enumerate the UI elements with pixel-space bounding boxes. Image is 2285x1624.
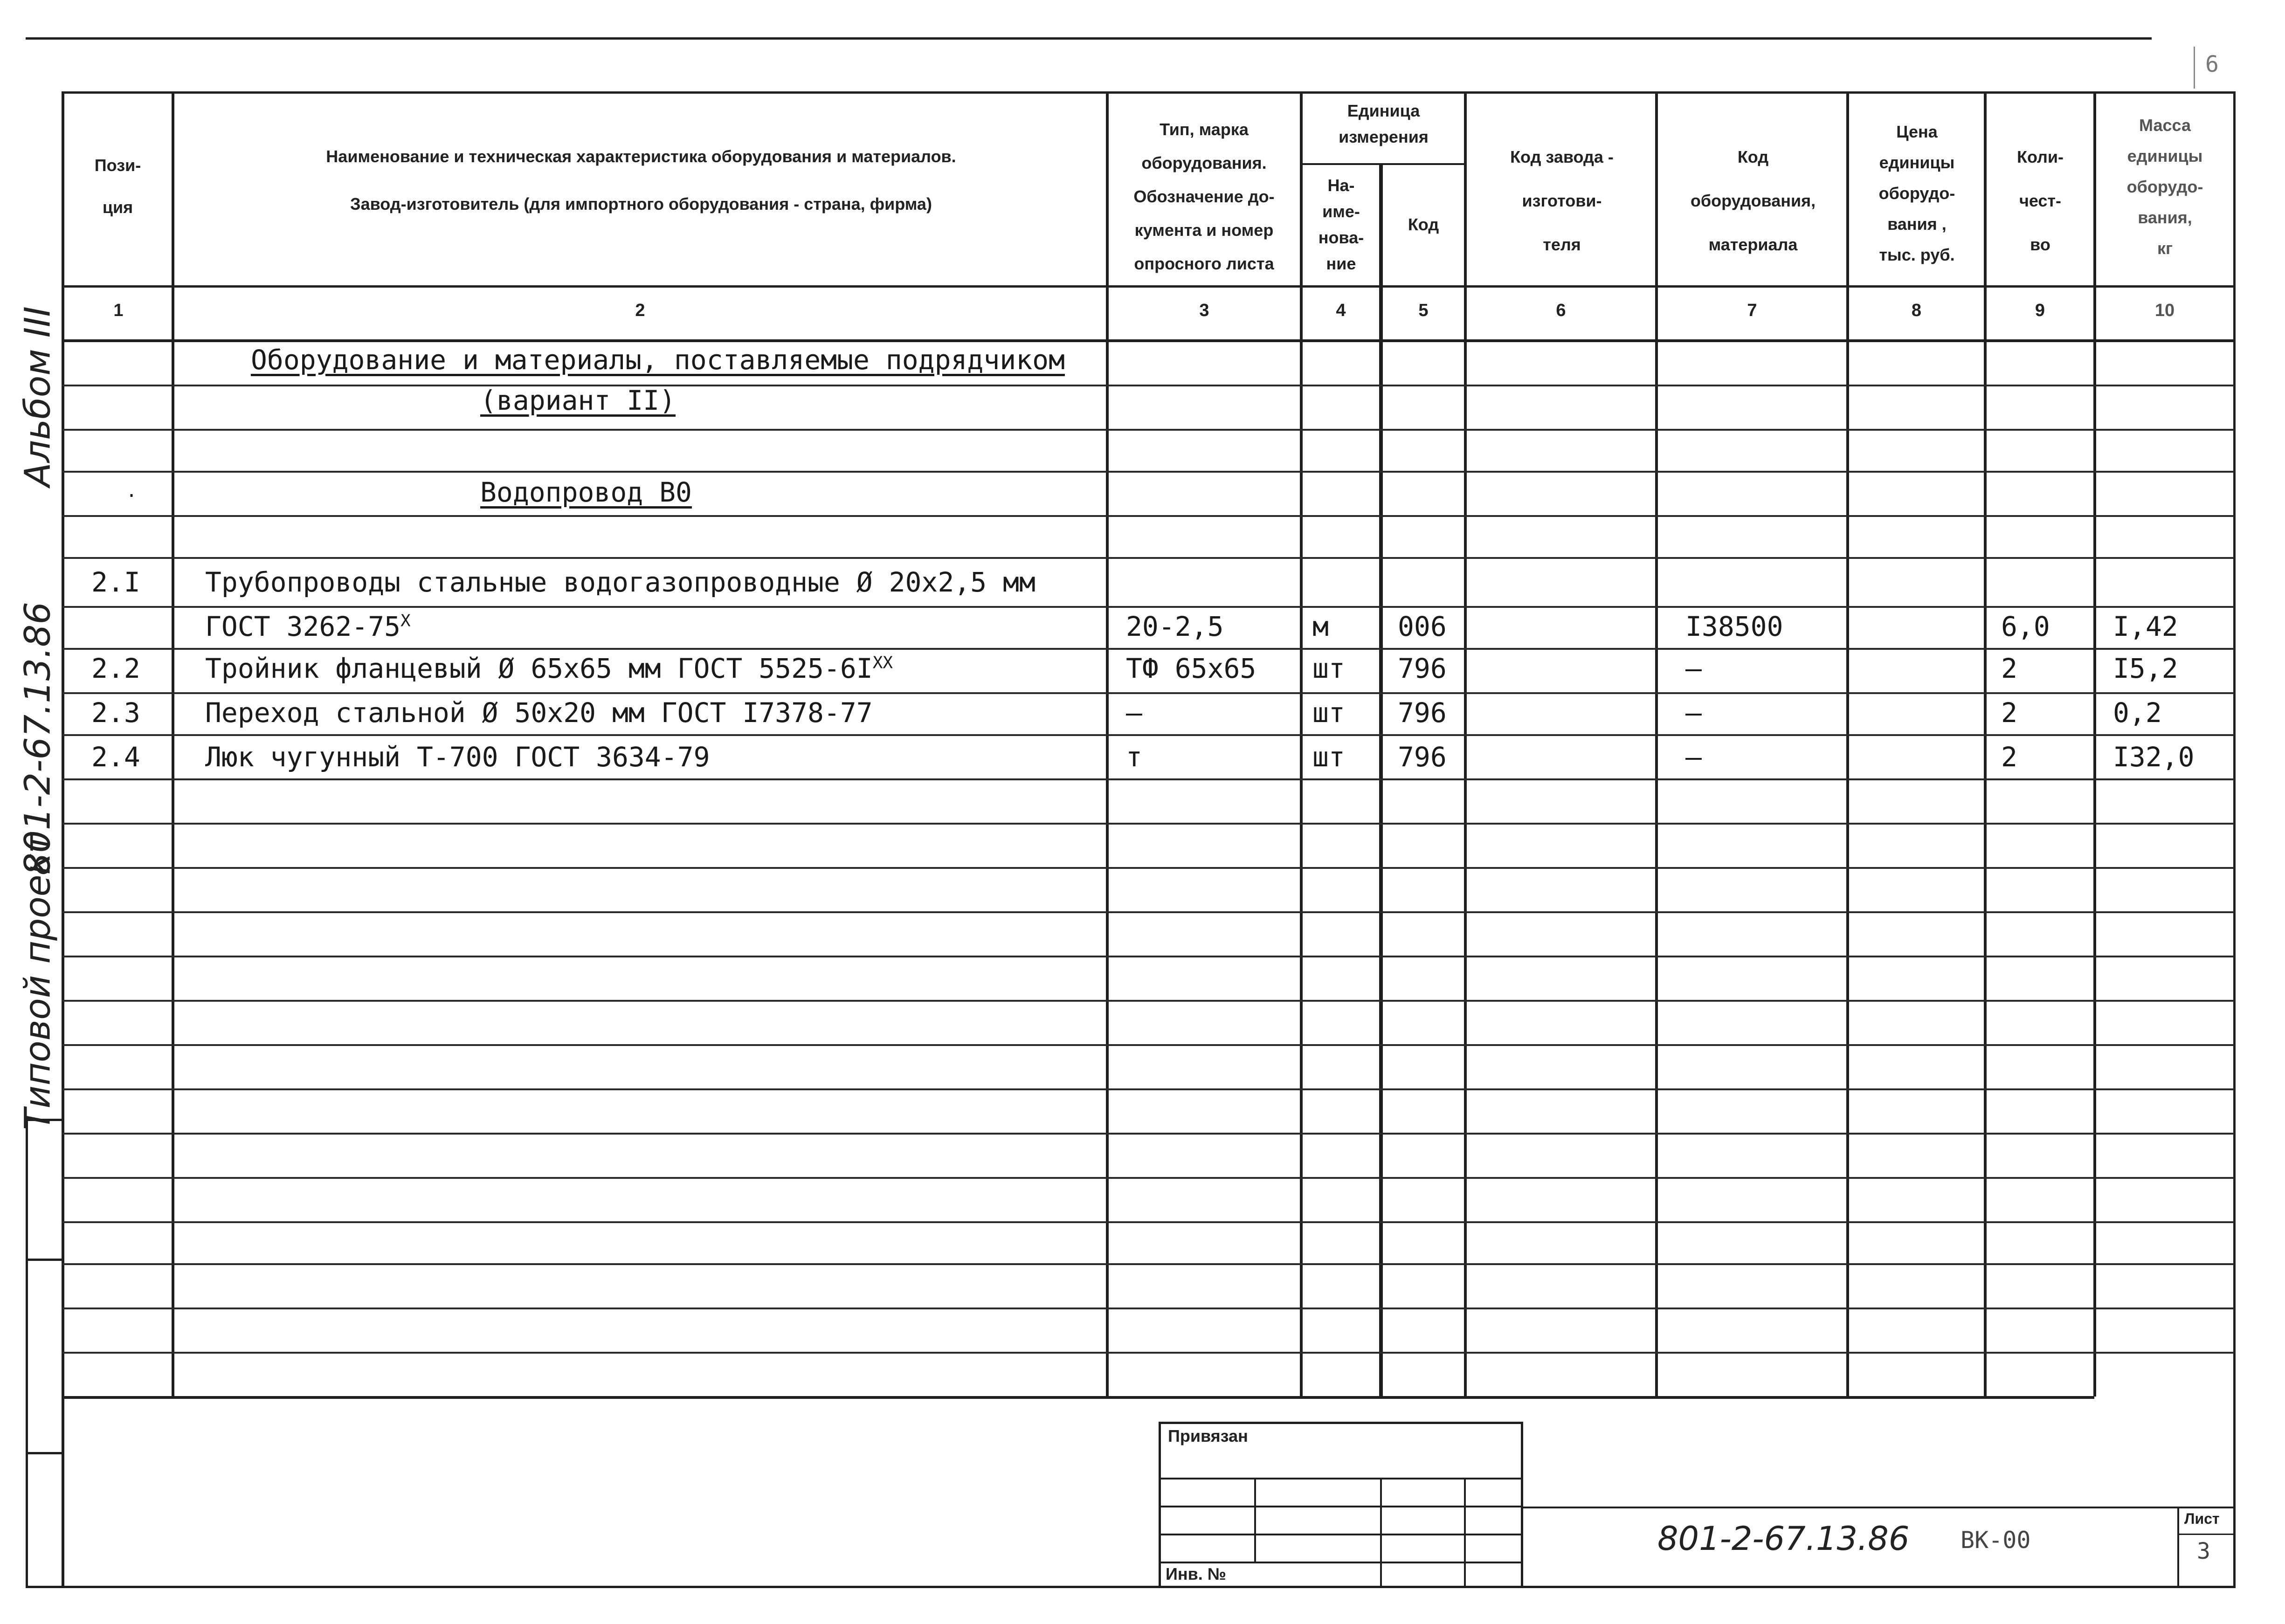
header-quantity: Коли- чест- во <box>2016 147 2064 254</box>
table-row-line <box>62 956 2234 957</box>
row-4-material: – <box>1685 697 1702 729</box>
col-number-6: 6 <box>1556 301 1566 320</box>
header-position: Пози- ция <box>94 156 141 217</box>
table-row-line <box>62 1177 2234 1179</box>
row-2-type: 20-2,5 <box>1126 611 1224 642</box>
unit-subheader-line <box>1300 163 1466 165</box>
col-line-7 <box>1846 91 1849 1397</box>
header-unit-name: На- име- нова- ние <box>1318 176 1364 273</box>
table-row-line <box>62 734 2234 736</box>
row-3-quantity: 2 <box>2001 653 2017 684</box>
corner-mark: 6 <box>2205 51 2219 77</box>
header-unit: Единица измерения <box>1339 101 1429 146</box>
sheet-label: Лист <box>2184 1510 2220 1527</box>
row-5-quantity: 2 <box>2001 741 2017 773</box>
table-row-line <box>62 692 2234 694</box>
stamp-row-2 <box>1159 1506 1522 1507</box>
stamp-row-1 <box>1159 1478 1522 1479</box>
side-album-label: Альбом III <box>16 306 58 487</box>
col-number-1: 1 <box>113 301 124 320</box>
numbers-row-bottom <box>62 339 2234 342</box>
side-project-code: 801-2-67.13.86 <box>16 602 58 875</box>
row-5-type: т <box>1126 741 1142 773</box>
row-3-position: 2.2 <box>91 653 140 684</box>
table-row-line <box>62 648 2234 650</box>
table-row-line <box>62 1307 2234 1309</box>
section-title-line2: (вариант II) <box>480 385 676 416</box>
col-line-1 <box>172 91 174 1397</box>
row-3-unit: шт <box>1312 653 1345 684</box>
col-number-7: 7 <box>1747 301 1757 320</box>
doc-block-top <box>1521 1507 2234 1508</box>
stamp-box-top <box>1159 1422 1522 1424</box>
row-4-position: 2.3 <box>91 697 140 729</box>
doc-code: 801-2-67.13.86 <box>1657 1520 1910 1558</box>
col-number-2: 2 <box>635 301 645 320</box>
side-project-type: Типовой проект <box>16 833 58 1130</box>
doc-suffix: ВК-00 <box>1961 1527 2031 1554</box>
table-row-line <box>62 867 2234 869</box>
table-row-line <box>62 1263 2234 1265</box>
row-4-type: – <box>1126 697 1142 729</box>
table-row-line <box>62 1133 2234 1135</box>
stamp-row-3 <box>1159 1534 1522 1535</box>
row-3-mass: I5,2 <box>2113 653 2178 684</box>
col-number-8: 8 <box>1911 301 1922 320</box>
row-5-position: 2.4 <box>91 741 140 773</box>
row-5-name: Люк чугунный Т-700 ГОСТ 3634-79 <box>205 741 710 773</box>
row-2-name: ГОСТ $3262-75^X$ <box>205 611 411 642</box>
stamp-col-1 <box>1254 1478 1256 1562</box>
sheet-box-left <box>2177 1507 2179 1588</box>
col-number-4: 4 <box>1336 301 1346 320</box>
row-5-mass: I32,0 <box>2113 741 2195 773</box>
table-row-line <box>62 911 2234 913</box>
header-price: Цена единицы оборудо- вания , тыс. руб. <box>1878 122 1955 264</box>
row-5-material: – <box>1685 741 1702 773</box>
table-row-line <box>62 429 2234 431</box>
table-row-line <box>62 1352 2234 1354</box>
position-dot: . <box>126 480 138 502</box>
header-type: Тип, марка оборудования. Обозначение до- кумента и номер опросного листа <box>1133 120 1275 273</box>
table-body-bottom <box>62 1396 2094 1399</box>
table-bottom-border <box>26 1586 2236 1588</box>
stamp-linked-label: Привязан <box>1168 1426 1248 1445</box>
table-row-line <box>62 1221 2234 1223</box>
section-title-line1: Оборудование и материалы, поставляемые подрядчиком <box>251 344 1065 376</box>
row-3-type: ТФ 65х65 <box>1126 653 1256 684</box>
table-row-line <box>62 557 2234 559</box>
row-4-code: 796 <box>1398 697 1447 729</box>
col-number-10: 10 <box>2154 301 2175 320</box>
row-2-unit: м <box>1312 611 1329 642</box>
col-line-6 <box>1655 91 1658 1397</box>
col-line-2 <box>1106 91 1109 1397</box>
table-row-line <box>62 606 2234 608</box>
row-4-name: Переход стальной Ø 50х20 мм ГОСТ I7378-77 <box>205 697 873 729</box>
col-line-8 <box>1984 91 1987 1397</box>
section-subtitle: Водопровод В0 <box>480 476 692 508</box>
table-row-line <box>62 778 2234 780</box>
header-material-code: Код оборудования, материала <box>1690 147 1816 254</box>
header-mass: Масса единицы оборудо- вания, кг <box>2126 116 2203 258</box>
header-name-line2: Завод-изготовитель (для импортного оборудования - страна, фирма) <box>350 194 932 213</box>
row-2-mass: I,42 <box>2113 611 2178 642</box>
table-right-border <box>2233 91 2236 1588</box>
header-name-line1: Наименование и техническая характеристика оборудования и материалов. <box>326 147 956 166</box>
sheet-box-mid <box>2177 1534 2236 1535</box>
table-row-line <box>62 1000 2234 1002</box>
row-1-name: Трубопроводы стальные водогазопроводные Ø 20х2,5 мм <box>205 566 1035 598</box>
col-line-3 <box>1300 91 1303 1397</box>
col-number-5: 5 <box>1418 301 1429 320</box>
row-3-material: – <box>1685 653 1702 684</box>
row-2-quantity: 6,0 <box>2001 611 2050 642</box>
row-2-code: 006 <box>1398 611 1447 642</box>
row-2-material: I38500 <box>1685 611 1783 642</box>
stamp-inventory-label: Инв. № <box>1166 1564 1226 1583</box>
col-number-9: 9 <box>2035 301 2045 320</box>
table-row-line <box>62 1088 2234 1090</box>
margin-strip-h2 <box>26 1259 63 1261</box>
stamp-col-3 <box>1464 1478 1466 1588</box>
row-3-name: Тройник фланцевый Ø 65х65 мм ГОСТ $5525-6I^{XX}$ <box>205 653 893 684</box>
table-row-line <box>62 1044 2234 1046</box>
table-row-line <box>62 823 2234 825</box>
corner-mark-box <box>2194 47 2195 89</box>
row-5-unit: шт <box>1312 741 1345 773</box>
header-unit-code: Код <box>1408 215 1439 234</box>
table-row-line <box>62 515 2234 517</box>
row-4-mass: 0,2 <box>2113 697 2162 729</box>
row-1-position: 2.I <box>91 566 140 598</box>
header-bottom-border <box>62 285 2234 288</box>
table-row-line <box>62 471 2234 473</box>
stamp-col-2 <box>1380 1478 1382 1588</box>
table-row-line <box>62 385 2234 386</box>
row-3-code: 796 <box>1398 653 1447 684</box>
col-line-9 <box>2093 91 2096 1397</box>
col-number-3: 3 <box>1199 301 1209 320</box>
row-5-code: 796 <box>1398 741 1447 773</box>
col-line-5 <box>1464 91 1467 1397</box>
top-rule <box>26 37 2152 40</box>
stamp-row-4 <box>1159 1562 1522 1563</box>
row-4-quantity: 2 <box>2001 697 2017 729</box>
row-4-unit: шт <box>1312 697 1345 729</box>
margin-strip-h3 <box>26 1452 63 1454</box>
sheet-number: 3 <box>2197 1538 2210 1564</box>
margin-strip-left <box>26 1119 28 1588</box>
header-top-border <box>62 91 2234 94</box>
header-plant-code: Код завода - изготови- теля <box>1510 147 1614 254</box>
table-left-border <box>62 91 64 1588</box>
